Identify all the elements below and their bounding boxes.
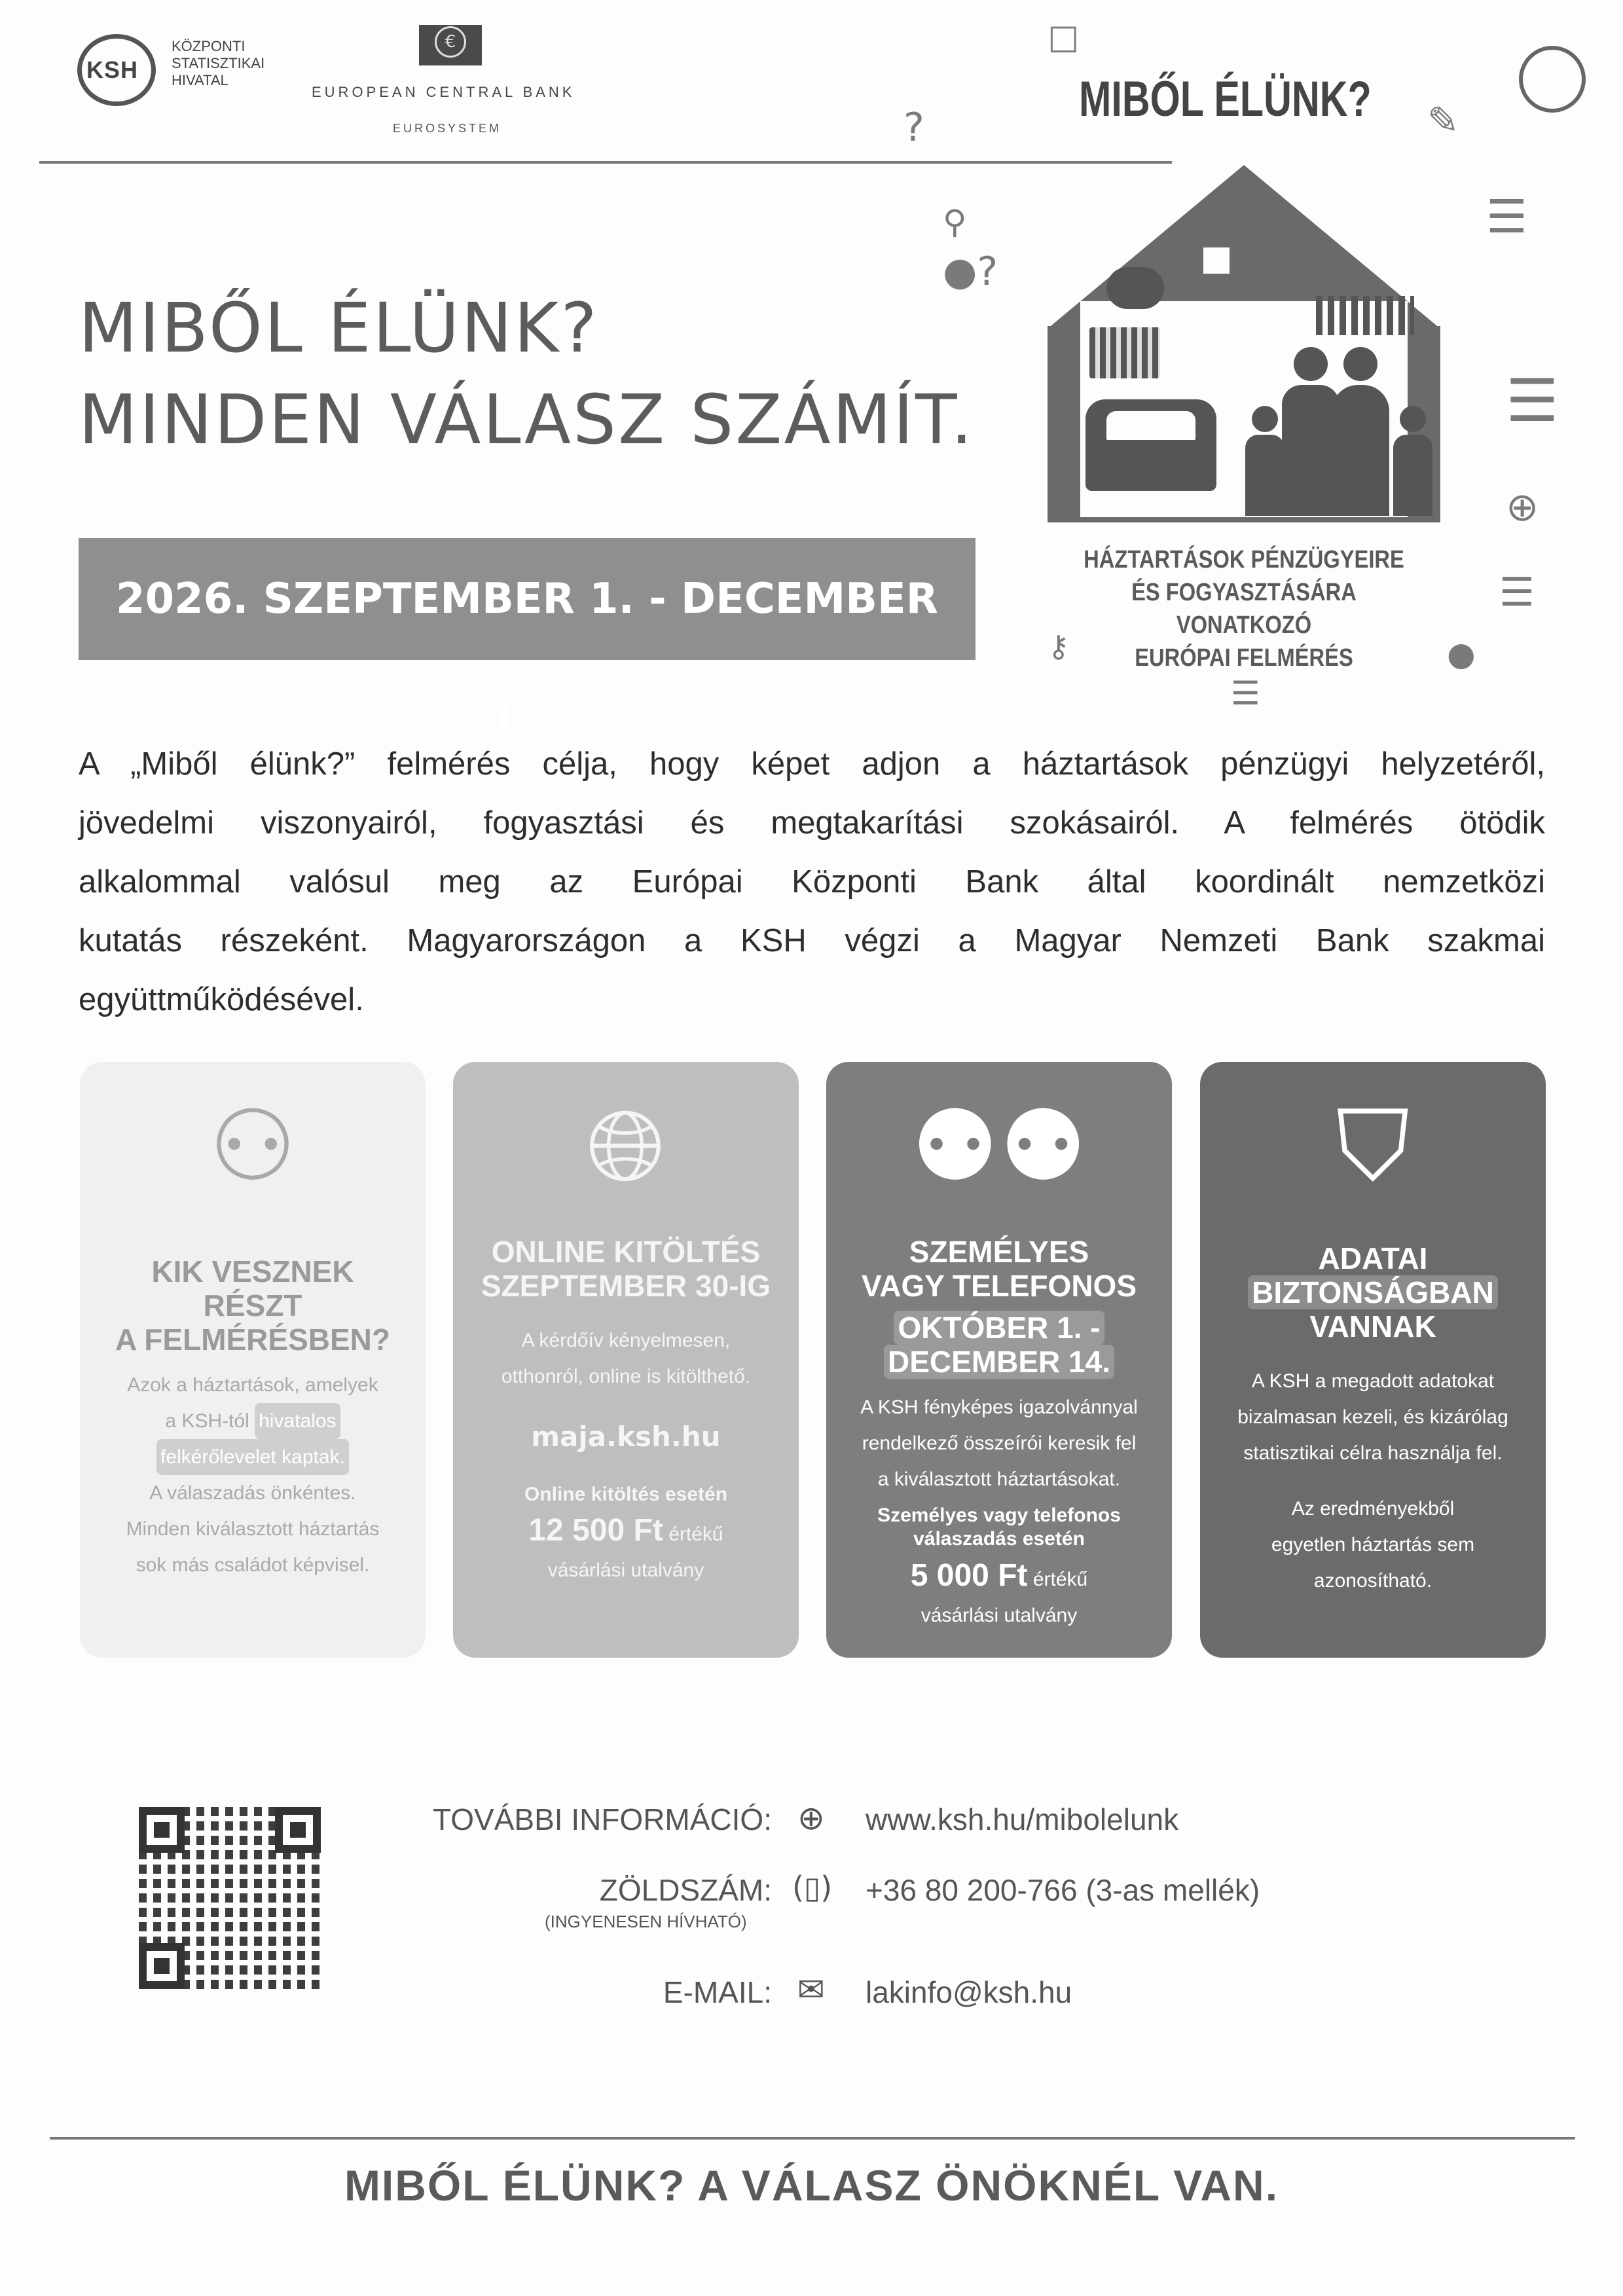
- card-title-line: RÉSZT: [203, 1288, 302, 1322]
- qr-finder: [139, 1807, 185, 1853]
- card-text-part: a KSH-tól: [165, 1410, 249, 1432]
- ksh-name-line: HIVATAL: [172, 72, 228, 88]
- email-address[interactable]: lakinfo@ksh.hu: [866, 1975, 1072, 2009]
- ksh-name-line: KÖZPONTI: [172, 38, 246, 54]
- voucher-amount: 12 500 Ft: [528, 1513, 663, 1548]
- title-highlight: BIZTONSÁGBAN: [1248, 1275, 1498, 1309]
- highlight: felkérőlevelet kaptak.: [156, 1439, 349, 1475]
- email-label: E-MAIL:: [663, 1975, 772, 2009]
- card-text: [839, 1389, 1159, 1497]
- person-head: [1343, 347, 1377, 381]
- car-window: [1106, 411, 1195, 440]
- card-text-line: rendelkező összeírói keresik fel: [862, 1432, 1137, 1454]
- intro-paragraph: [79, 735, 1545, 1029]
- headline-line-2: MINDEN VÁLASZ SZÁMÍT.: [79, 380, 975, 460]
- card-text-line: sok más családot képvisel.: [136, 1554, 370, 1576]
- person-head: [1252, 406, 1278, 432]
- card-title: [1213, 1241, 1533, 1343]
- ksh-name: [172, 38, 264, 89]
- person-body: [1282, 385, 1340, 516]
- interview-icon: ⚉⚉: [911, 1089, 1087, 1203]
- fence-icon: [1316, 296, 1414, 335]
- card-text-line: válaszadás esetén: [913, 1528, 1085, 1550]
- voucher-suffix: értékű: [668, 1523, 723, 1545]
- people-icon: ⚇: [208, 1089, 297, 1203]
- card-title: [839, 1235, 1159, 1303]
- card-text-line: azonosítható.: [1313, 1570, 1432, 1592]
- card-text-line: A KSH a megadott adatokat: [1251, 1370, 1495, 1392]
- survey-url[interactable]: maja.ksh.hu: [531, 1421, 721, 1453]
- caption-line: HÁZTARTÁSOK PÉNZÜGYEIRE: [1084, 546, 1404, 574]
- card-text-line: Azok a háztartások, amelyek: [127, 1374, 378, 1396]
- intro-line: kutatás részeként. Magyarországon a KSH végzi a Magyar Nemzeti Bank szakmai: [79, 923, 1545, 958]
- card-text-line: Online kitöltés esetén: [524, 1484, 728, 1505]
- card-text-line: a kiválasztott háztartásokat.: [877, 1468, 1121, 1490]
- globe-icon: ⊕: [1506, 484, 1539, 530]
- card-text: [1213, 1491, 1533, 1599]
- euro-icon: €: [435, 26, 466, 58]
- house-window: [1203, 247, 1230, 274]
- ksh-logo-text: KSH: [86, 56, 139, 83]
- card-personal: [826, 1062, 1172, 1658]
- check-icon: ●: [1447, 635, 1476, 673]
- card-text: [839, 1504, 1159, 1551]
- card-title: [93, 1254, 412, 1357]
- piggy-bank-icon: [1106, 267, 1164, 309]
- phone-icon: (▯): [792, 1870, 833, 1905]
- magnifier-icon: [1519, 46, 1586, 113]
- card-title-line: SZEPTEMBER 30-IG: [481, 1269, 771, 1303]
- card-text-line: A KSH fényképes igazolvánnyal: [860, 1396, 1138, 1418]
- card-text-line: Minden kiválasztott háztartás: [126, 1518, 380, 1540]
- date-banner: 2026. SZEPTEMBER 1. - DECEMBER 14.: [79, 538, 976, 660]
- card-title-line: SZEMÉLYES: [909, 1235, 1089, 1269]
- person-body: [1245, 435, 1285, 516]
- card-text: [93, 1367, 412, 1583]
- voucher-value: [466, 1512, 786, 1552]
- card-security: [1200, 1062, 1546, 1658]
- ecb-name: EUROPEAN CENTRAL BANK: [312, 84, 575, 100]
- date-highlight: DECEMBER 14.: [884, 1345, 1114, 1379]
- voucher-suffix: értékű: [1032, 1569, 1088, 1590]
- person-head: [1400, 406, 1426, 432]
- info-label: TOVÁBBI INFORMÁCIÓ:: [433, 1802, 772, 1836]
- chat-bubble-icon: ☰: [1486, 190, 1527, 244]
- card-text-line: A kérdőív kényelmesen,: [521, 1330, 731, 1351]
- voucher-amount: 5 000 Ft: [910, 1558, 1028, 1593]
- mail-icon: ✉: [797, 1971, 825, 2009]
- header-divider: [39, 161, 1172, 164]
- pencil-icon: ✎: [1427, 98, 1459, 143]
- highlight: hivatalos: [255, 1403, 340, 1439]
- qr-finder: [275, 1807, 321, 1853]
- question-icon: ●?: [943, 249, 998, 295]
- card-text-line: A válaszadás önkéntes.: [149, 1482, 356, 1504]
- card-title-line: A FELMÉRÉSBEN?: [115, 1322, 390, 1357]
- card-text-line: statisztikai célra használja fel.: [1243, 1442, 1503, 1464]
- card-text-line: egyetlen háztartás sem: [1271, 1534, 1475, 1556]
- card-participants: [80, 1062, 426, 1658]
- person-body: [1332, 385, 1389, 516]
- card-title-line: ONLINE KITÖLTÉS: [491, 1235, 761, 1269]
- magnifier-icon: ⚲: [943, 203, 967, 241]
- phone-note: (INGYENESEN HÍVHATÓ): [545, 1912, 747, 1931]
- card-title-line: ADATAI: [1318, 1241, 1428, 1275]
- footer-slogan: MIBŐL ÉLÜNK? A VÁLASZ ÖNÖKNÉL VAN.: [344, 2161, 1279, 2210]
- card-text-line: [93, 1439, 412, 1475]
- intro-line: alkalommal valósul meg az Európai Központi Bank által koordinált nemzetközi: [79, 864, 1545, 900]
- chat-bubble-icon: ☰: [1506, 367, 1559, 435]
- key-icon: ⚷: [1048, 629, 1070, 664]
- date-highlight: OKTÓBER 1. -: [894, 1311, 1104, 1345]
- intro-line: jövedelmi viszonyairól, fogyasztási és megtakarítási szokásairól. A felmérés ötödik: [79, 805, 1545, 841]
- globe-cursor-icon: 🌐︎: [586, 1089, 665, 1203]
- chat-bubble-icon: ☰: [1231, 674, 1260, 712]
- card-title: [466, 1235, 786, 1303]
- card-text-line: vásárlási utalvány: [547, 1559, 704, 1581]
- qr-finder: [139, 1943, 185, 1989]
- intro-line: A „Miből élünk?” felmérés célja, hogy képet adjon a háztartások pénzügyi helyzetéről,: [79, 746, 1545, 782]
- shopping-basket-icon: [1089, 327, 1160, 378]
- card-dates: [839, 1311, 1159, 1379]
- person-body: [1393, 435, 1432, 516]
- survey-caption: [1082, 543, 1406, 674]
- phone-number[interactable]: +36 80 200-766 (3-as mellék): [866, 1873, 1260, 1907]
- globe-icon: ⊕: [797, 1799, 825, 1837]
- card-text-line: Személyes vagy telefonos: [877, 1504, 1121, 1526]
- question-icon: ?: [903, 105, 924, 151]
- caption-line: ÉS FOGYASZTÁSÁRA VONATKOZÓ: [1131, 579, 1357, 639]
- card-text-line: [93, 1403, 412, 1439]
- chat-bubble-icon: ☐: [1048, 20, 1080, 61]
- info-url[interactable]: www.ksh.hu/mibolelunk: [866, 1802, 1179, 1836]
- card-text-line: Az eredményekből: [1291, 1498, 1455, 1520]
- phone-label: ZÖLDSZÁM:: [599, 1873, 772, 1907]
- headline-line-1: MIBŐL ÉLÜNK?: [79, 288, 599, 368]
- card-text-line: bizalmasan kezeli, és kizárólag: [1237, 1406, 1508, 1428]
- card-text-line: otthonról, online is kitölthető.: [501, 1366, 751, 1387]
- caption-line: EURÓPAI FELMÉRÉS: [1135, 644, 1353, 672]
- card-title-line: VAGY TELEFONOS: [861, 1269, 1137, 1303]
- voucher-value: [839, 1558, 1159, 1597]
- shield-check-icon: ⛉: [1336, 1089, 1410, 1203]
- person-head: [1294, 347, 1328, 381]
- brand-title: MIBŐL ÉLÜNK?: [1079, 71, 1372, 127]
- ksh-name-line: STATISZTIKAI: [172, 55, 265, 71]
- card-title-line: KIK VESZNEK: [151, 1254, 354, 1288]
- ecb-subtitle: EUROSYSTEM: [393, 122, 502, 135]
- footer-divider: [50, 2137, 1575, 2140]
- card-text: [1213, 1363, 1533, 1471]
- card-text: [466, 1322, 786, 1394]
- intro-line: együttműködésével.: [79, 982, 364, 1017]
- card-title-line: VANNAK: [1309, 1309, 1436, 1343]
- card-text-line: vásárlási utalvány: [921, 1605, 1078, 1626]
- chat-bubble-icon: ☰: [1499, 570, 1535, 615]
- card-online: [453, 1062, 799, 1658]
